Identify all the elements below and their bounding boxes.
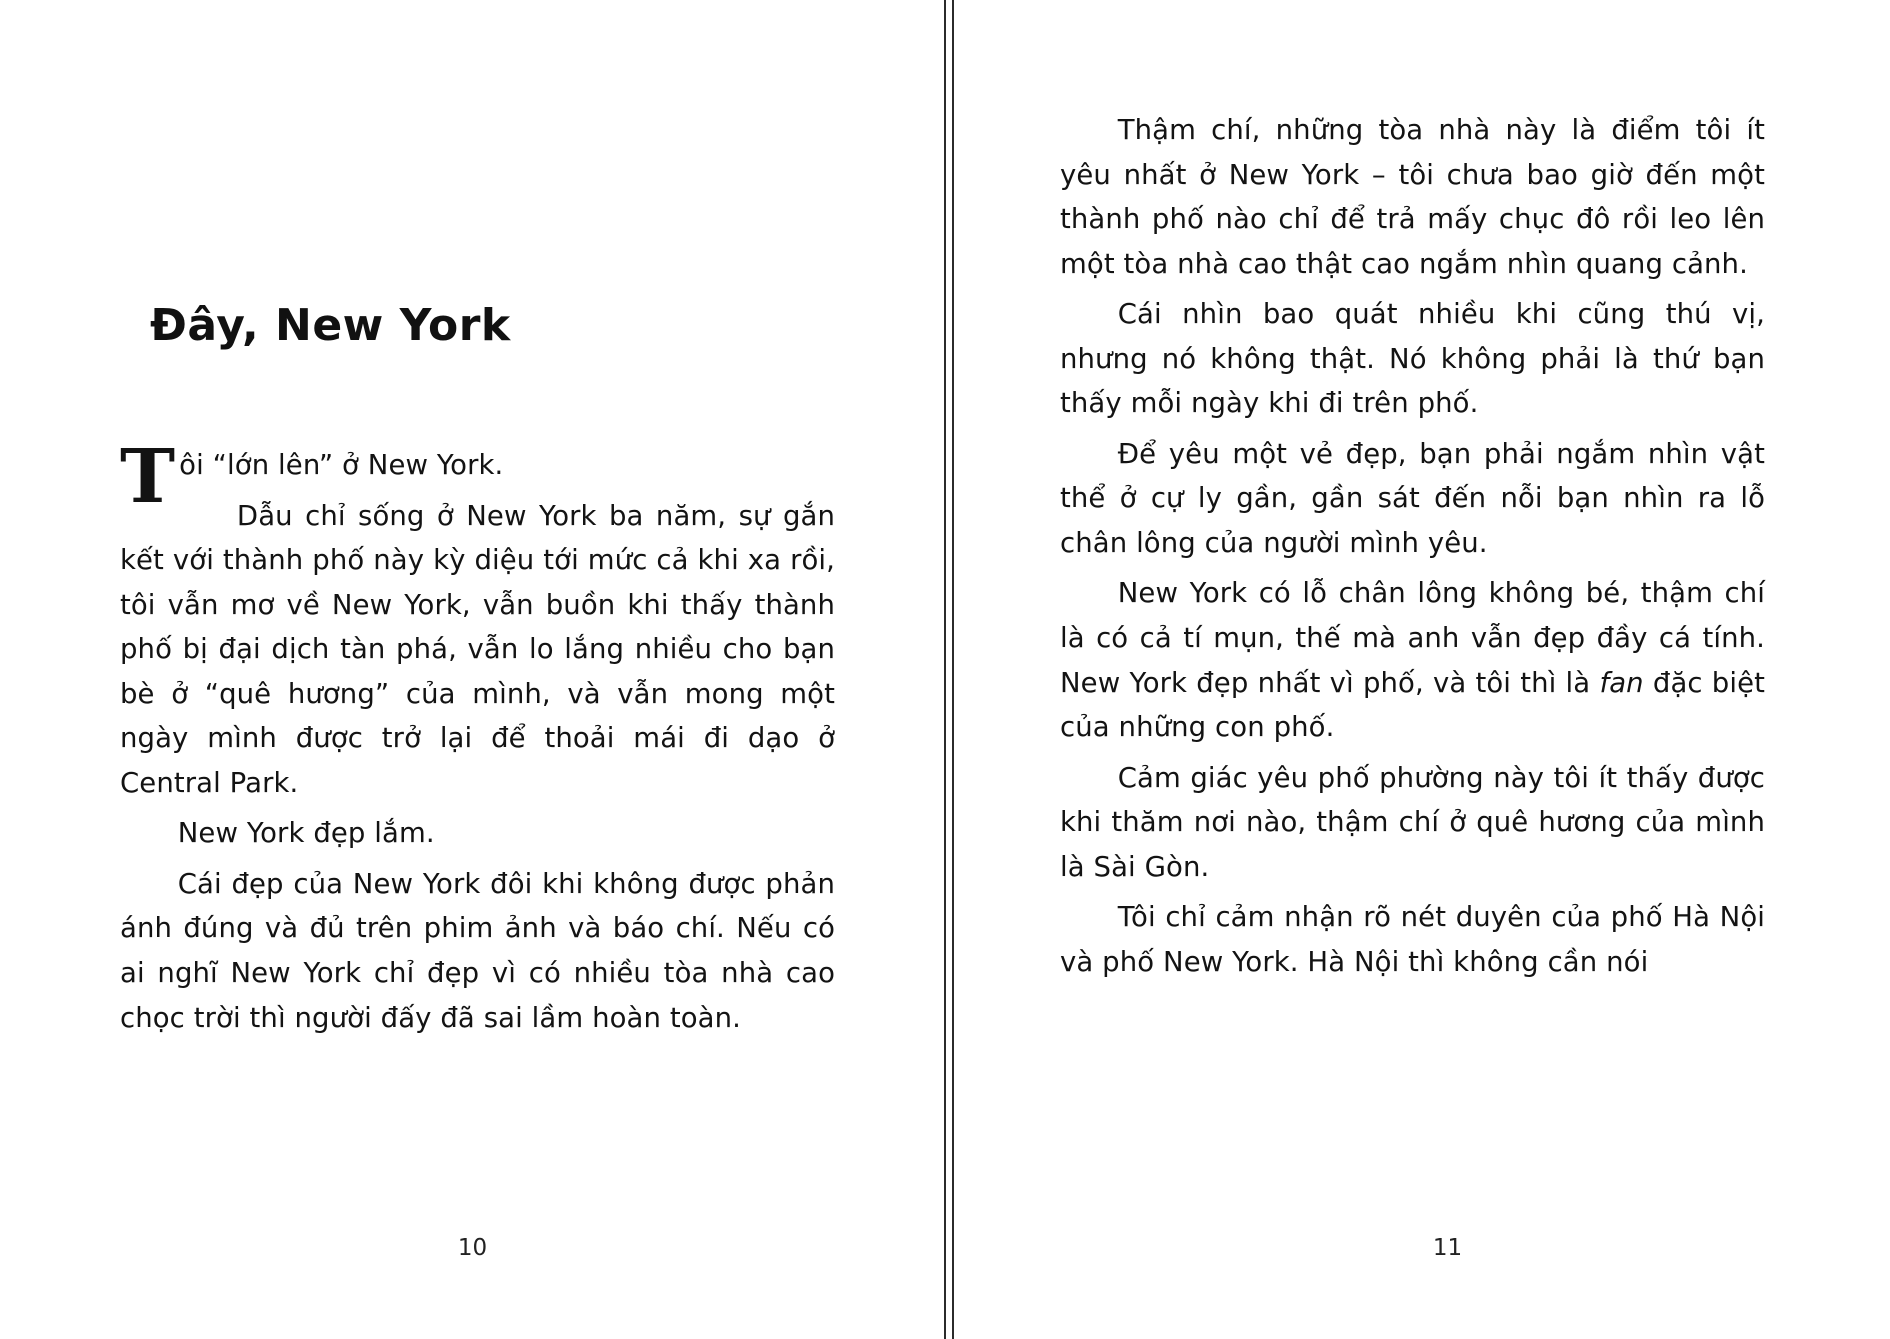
drop-cap: T [120, 434, 176, 520]
paragraph [120, 434, 835, 520]
right-page-body [1060, 0, 1765, 984]
paragraph: Tôi chỉ cảm nhận rõ nét duyên của phố Hà Nội và phố New York. Hà Nội thì không cần nói [1060, 901, 1765, 978]
paragraph: New York đẹp lắm. [177, 817, 435, 850]
paragraph: Cái đẹp của New York đôi khi không được phản ánh đúng và đủ trên phim ảnh và báo chí. Nếu có ai nghĩ New York chỉ đẹp vì có nhiều tòa nhà cao chọc trời thì người đấy đã sai lầm hoàn toàn. [120, 867, 835, 1034]
left-page-body [120, 351, 835, 1040]
paragraph: Cái nhìn bao quát nhiều khi cũng thú vị, nhưng nó không thật. Nó không phải là thứ bạn thấy mỗi ngày khi đi trên phố. [1060, 298, 1765, 420]
paragraph: Dẫu chỉ sống ở New York ba năm, sự gắn kết với thành phố này kỳ diệu tới mức cả khi xa rồi, tôi vẫn mơ về New York, vẫn buồn khi thấy thành phố bị đại dịch tàn phá, vẫn lo lắng nhiều cho bạn bè ở “quê hương” của mình, và vẫn mong một ngày mình được trở lại để thoải mái đi dạo ở Central Park. [120, 499, 835, 799]
chapter-title: Đây, New York [150, 300, 511, 351]
paragraph: Cảm giác yêu phố phường này tôi ít thấy được khi thăm nơi nào, thậm chí ở quê hương của mình là Sài Gòn. [1060, 761, 1765, 883]
page-number: 10 [457, 1235, 488, 1261]
paragraph: Để yêu một vẻ đẹp, bạn phải ngắm nhìn vật thể ở cự ly gần, gần sát đến nỗi bạn nhìn ra lỗ chân lông của người mình yêu. [1060, 437, 1765, 559]
italic-word: fan [1599, 666, 1644, 699]
paragraph: Thậm chí, những tòa nhà này là điểm tôi ít yêu nhất ở New York – tôi chưa bao giờ đến một thành phố nào chỉ để trả mấy chục đô rồi leo lên một tòa nhà cao thật cao ngắm nhìn quang cảnh. [1060, 114, 1765, 280]
paragraph-text-before: New York có lỗ chân lông không bé, thậm chí là có cả tí mụn, thế mà anh vẫn đẹp đầy cá tính. New York đẹp nhất vì phố, và tôi thì là [1060, 577, 1765, 699]
page-number: 11 [1432, 1235, 1463, 1261]
paragraph-with-italic [1060, 571, 1765, 749]
right-page [945, 0, 1890, 1339]
paragraph-text-after: đặc biệt của những con phố. [1060, 666, 1765, 744]
paragraph-text: ôi “lớn lên” ở New York. [179, 449, 504, 481]
